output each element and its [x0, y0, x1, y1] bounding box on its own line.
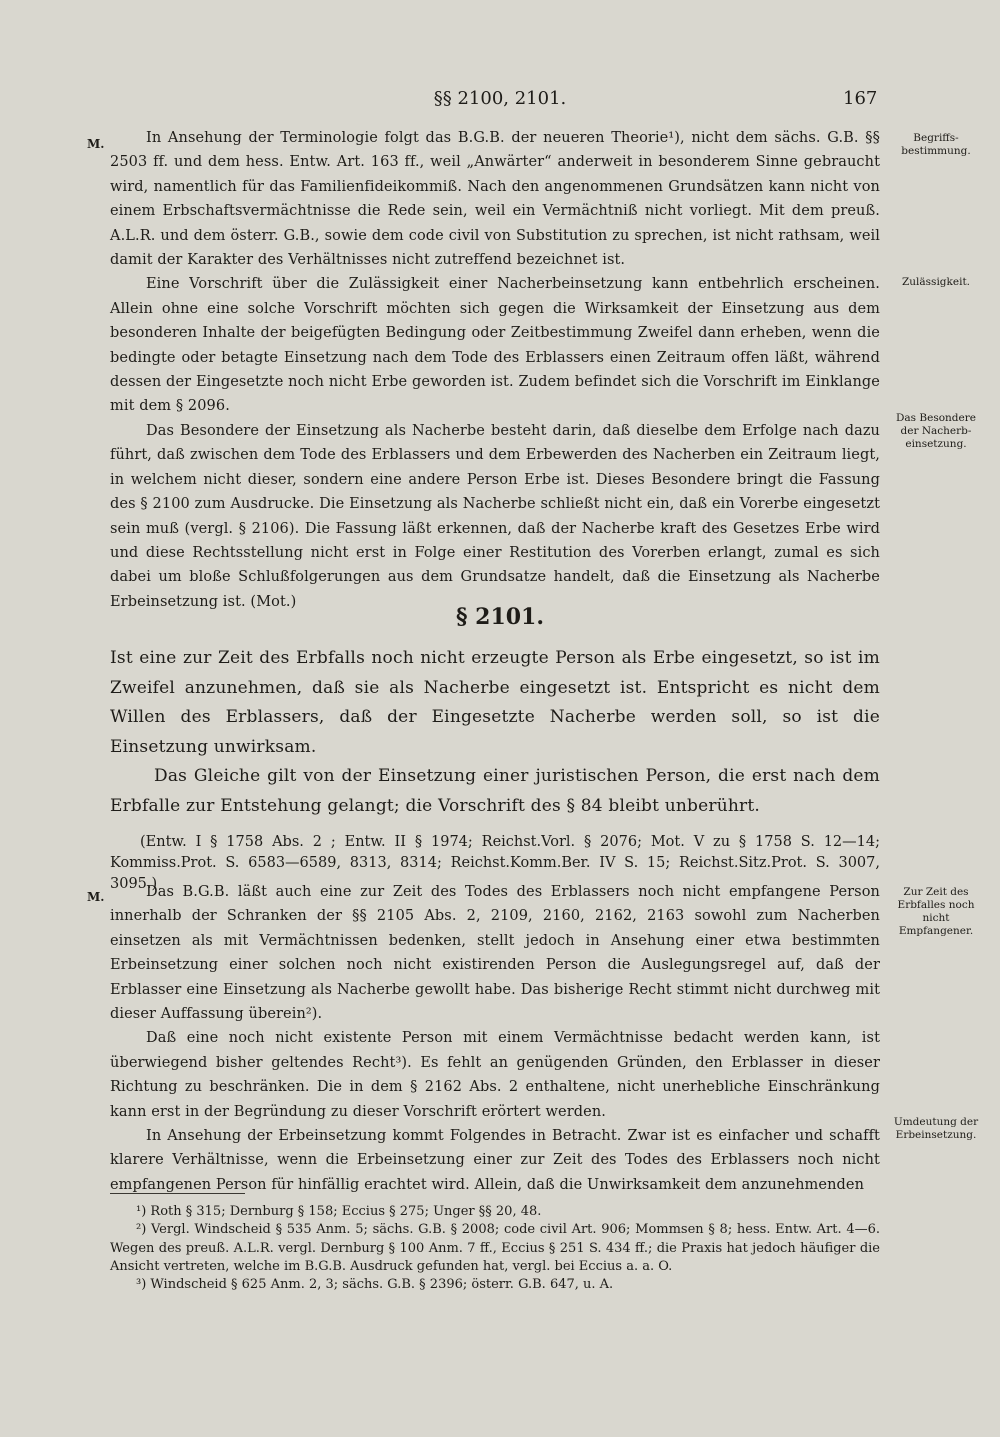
footnote: ³) Windscheid § 625 Anm. 2, 3; sächs. G.B. § 2396; österr. G.B. 647, u. A. [136, 1277, 614, 1293]
statute-paragraph: Ist eine zur Zeit des Erbfalls noch nicht erzeugte Person als Erbe eingesetzt, so ist im Zweifel anzunehmen, daß sie als Nacherbe eingesetzt ist. Entspricht es nicht dem Willen des Erblassers, daß der Eingesetzte Nacherbe werden soll, so ist die Einsetzung unwirksam. [110, 648, 880, 757]
statute-paragraph: Das Gleiche gilt von der Einsetzung einer juristischen Person, die erst nach dem Erbfalle zur Entstehung gelangt; die Vorschrift des § 84 bleibt unberührt. [110, 766, 880, 816]
margin-note: Das Besondere der Nacherb-einsetzung. [896, 412, 976, 450]
section-heading: § 2101. [455, 604, 545, 630]
footnote: ²) Vergl. Windscheid § 535 Anm. 5; sächs. G.B. § 2008; code civil Art. 906; Mommsen § 8; hess. Entw. Art. 4—6. Wegen des preuß. A.L.R. vergl. Dernburg § 100 Anm. 7 ff., Eccius § 251 S. 434 ff.; die Praxis hat jedoch häufiger die Ansicht vertreten, welche im B.G.B. Ausdruck gefunden hat, vergl. bei Eccius a. a. O. [110, 1222, 880, 1274]
margin-note: Zur Zeit des Erbfalles noch nicht Empfangener. [897, 886, 975, 937]
source-mark-motive: M. [87, 890, 105, 904]
paragraph: Daß eine noch nicht existente Person mit einem Vermächtnisse bedacht werden kann, ist überwiegend bisher geltendes Recht³). Es fehlt an genügenden Gründen, den Erblasser in dieser Richtung zu beschränken. Die in dem § 2162 Abs. 2 enthaltene, nicht unerhebliche Einschränkung kann erst in der Begründung zu dieser Vorschrift erörtert werden. [110, 1030, 880, 1120]
paragraph: Das B.G.B. läßt auch eine zur Zeit des Todes des Erblassers noch nicht empfangene Person innerhalb der Schranken der §§ 2105 Abs. 2, 2109, 2160, 2162, 2163 sowohl zum Nacherben einsetzen als mit Vermächtnissen bedenken, stellt jedoch in Ansehung einer etwa bestimmten Erbeinsetzung einer solchen noch nicht existirenden Person die Auslegungsregel auf, daß der Erblasser eine Einsetzung als Nacherbe gewollt habe. Das bisherige Recht stimmt nicht durchweg mit dieser Auffassung überein²). [110, 884, 880, 1023]
source-mark-motive: M. [87, 137, 105, 151]
margin-note: Umdeutung der Erbeinsetzung. [893, 1116, 979, 1141]
intro-text-block [110, 126, 880, 614]
paragraph: Das Besondere der Einsetzung als Nacherbe besteht darin, daß dieselbe dem Erfolge nach dazu führt, daß zwischen dem Tode des Erblassers und dem Erbewerden des Nacherben ein Zeitraum liegt, in welchem nicht dieser, sondern eine andere Person Erbe ist. Dieses Besondere bringt die Fassung des § 2100 zum Ausdrucke. Die Einsetzung als Nacherbe schließt nicht ein, daß ein Vorerbe eingesetzt sein muß (vergl. § 2106). Die Fassung läßt erkennen, daß der Nacherbe kraft des Gesetzes Erbe wird und diese Rechtsstellung nicht erst in Folge einer Restitution des Vorerben erlangt, zumal es sich dabei um bloße Schlußfolgerungen aus dem Grundsatze handelt, daß die Einsetzung als Nacherbe Erbeinsetzung ist. (Mot.) [110, 422, 880, 610]
statute-text-block [110, 644, 880, 895]
page-number: 167 [843, 88, 878, 109]
paragraph: Eine Vorschrift über die Zulässigkeit einer Nacherbeinsetzung kann entbehrlich erscheinen. Allein ohne eine solche Vorschrift möchten sich gegen die Wirksamkeit der Einsetzung aus dem besonderen Inhalte der beigefügten Bedingung oder Zeitbestimmung Zweifel dann erheben, wenn die bedingte oder betagte Einsetzung nach dem Tode des Erblassers einen Zeitraum offen läßt, während dessen der Eingesetzte noch nicht Erbe geworden ist. Zudem befindet sich die Vorschrift im Einklange mit dem § 2096. [110, 276, 880, 415]
margin-note: Begriffs-bestimmung. [901, 132, 971, 157]
footnote-divider [110, 1193, 245, 1194]
legislative-references: (Entw. I § 1758 Abs. 2 ; Entw. II § 1974; Reichst.Vorl. § 2076; Mot. V zu § 1758 S. 12—14; Kommiss.Prot. S. 6583—6589, 8313, 8314; Reichst.Komm.Ber. IV S. 15; Reichst.Sitz.Prot. S. 3007, 3095.) [110, 833, 880, 892]
paragraph: In Ansehung der Erbeinsetzung kommt Folgendes in Betracht. Zwar ist es einfacher und schafft klarere Verhältnisse, wenn die Erbeinsetzung einer zur Zeit des Todes des Erblassers noch nicht empfangenen Person für hinfällig erachtet wird. Allein, daß die Unwirksamkeit dem anzunehmenden [110, 1128, 880, 1193]
footnote: ¹) Roth § 315; Dernburg § 158; Eccius § 275; Unger §§ 20, 48. [136, 1204, 542, 1219]
paragraph: In Ansehung der Terminologie folgt das B.G.B. der neueren Theorie¹), nicht dem sächs. G.B. §§ 2503 ff. und dem hess. Entw. Art. 163 ff., weil „Anwärter“ anderweit in besonderem Sinne gebraucht wird, namentlich für das Familienfideikommiß. Nach den angenommenen Grundsätzen kann nicht von einem Erbschaftsvermächtnisse die Rede sein, weil ein Vermächtniß nicht vorliegt. Mit dem preuß. A.L.R. und dem österr. G.B., sowie dem code civil von Substitution zu sprechen, ist nicht rathsam, weil damit der Karakter des Verhältnisses nicht zutreffend bezeichnet ist. [110, 130, 880, 269]
footnotes-block [110, 1203, 880, 1294]
running-header: §§ 2100, 2101. [433, 88, 567, 109]
commentary-text-block [110, 880, 880, 1197]
margin-note: Zulässigkeit. [901, 276, 971, 288]
